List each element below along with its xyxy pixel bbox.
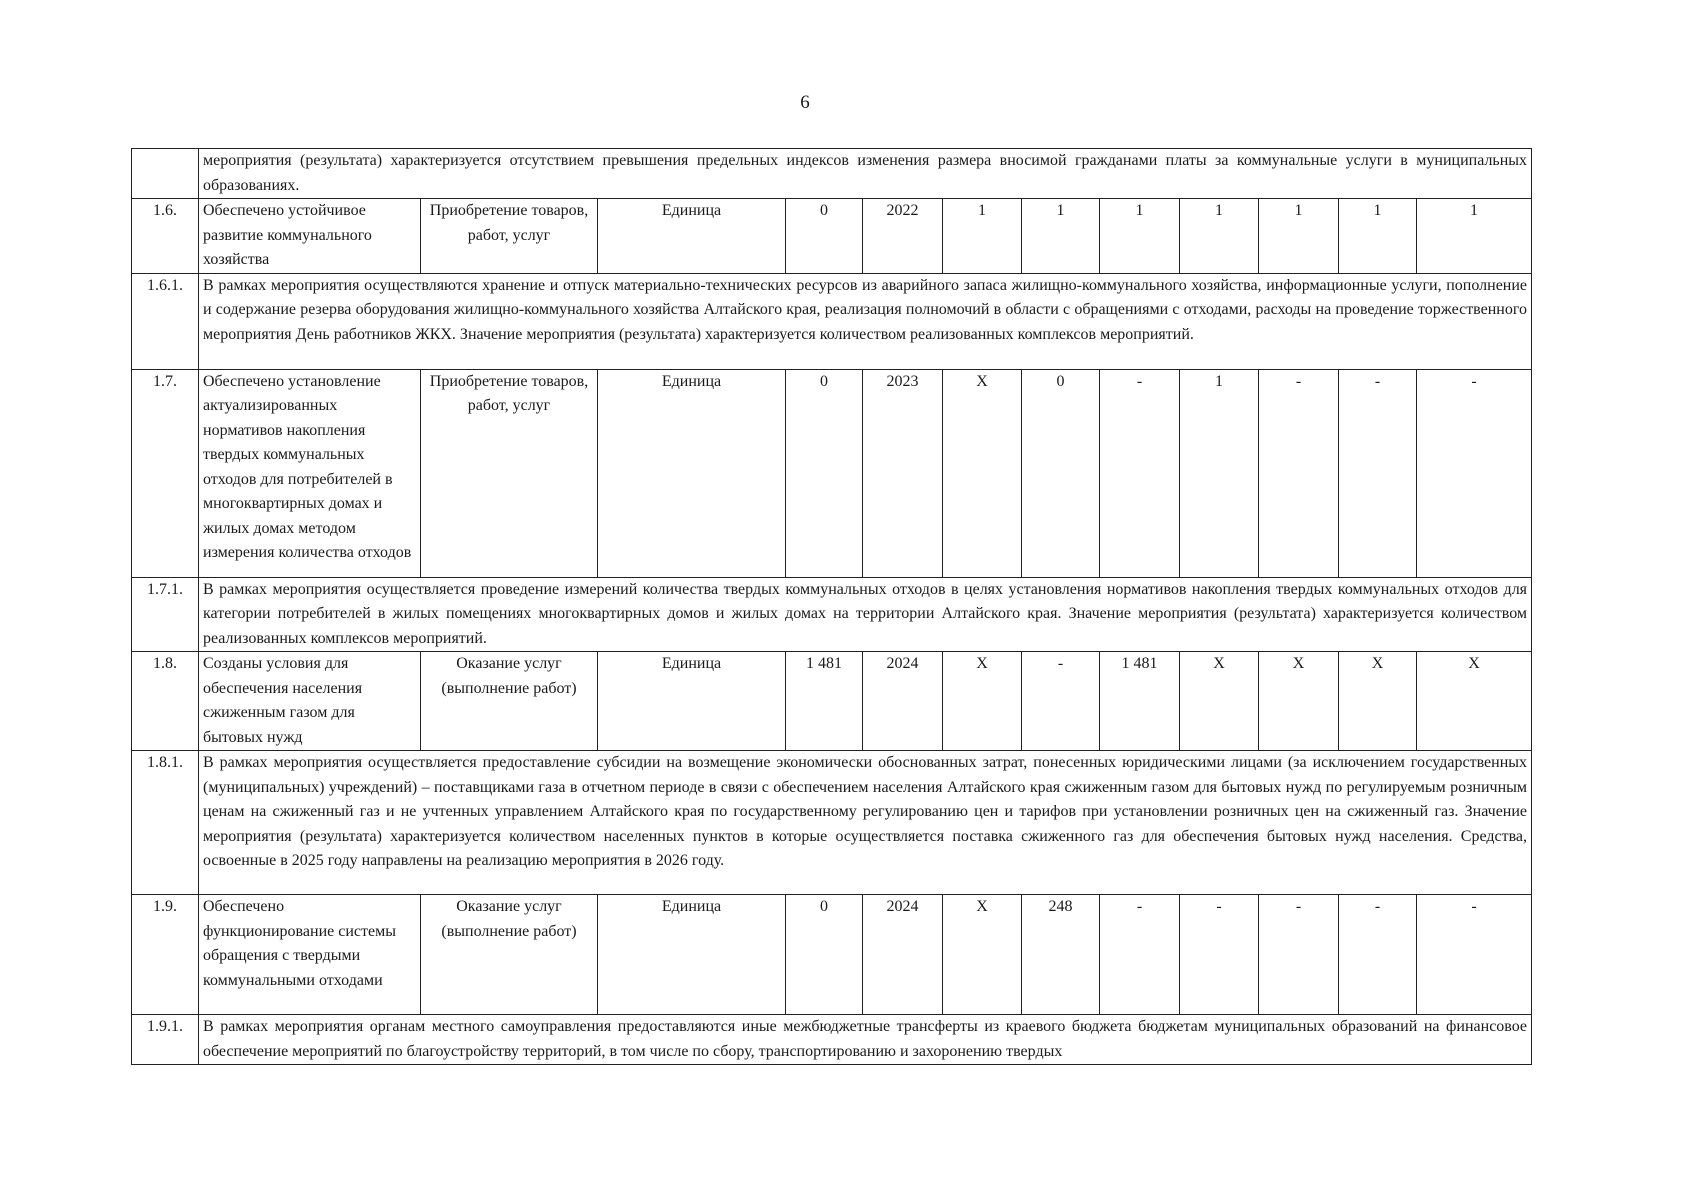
measure-name: Обеспечено устойчивое развитие коммунального хозяйства — [199, 199, 421, 274]
table-row-description — [132, 1015, 1532, 1065]
measure-type: Приобретение товаров, работ, услуг — [421, 199, 598, 274]
value-cell: - — [1417, 895, 1532, 1015]
value-cell: 1 — [1339, 199, 1417, 274]
table-row — [132, 895, 1532, 1015]
measures-table — [131, 148, 1532, 1065]
unit-cell: Единица — [598, 652, 786, 751]
value-cell: 1 — [1417, 199, 1532, 274]
value-cell: 1 — [1100, 199, 1180, 274]
base-value: 0 — [786, 369, 863, 577]
value-cell: - — [1339, 369, 1417, 577]
description-cell: В рамках мероприятия осуществляется предоставление субсидии на возмещение экономически обоснованных затрат, понесенных юридическими лицами (за исключением государственных (муниципальных) учреждений) – поставщиками газа в отчетном периоде в связи с обеспечением населения Алтайского края сжиженным газом для бытовых нужд по регулируемым розничным ценам на сжиженный газ и не учтенных управлением Алтайского края по государственному регулированию цен и тарифов при установлении розничных цен на сжиженный газ. Значение мероприятия (результата) характеризуется количеством населенных пунктов в которые осуществляется поставка сжиженного газ для обеспечения бытовых нужд населения. Средства, освоенные в 2025 году направлены на реализацию мероприятия в 2026 году. — [199, 751, 1532, 895]
measure-name: Созданы условия для обеспечения населения сжиженным газом для бытовых нужд — [199, 652, 421, 751]
table-row — [132, 652, 1532, 751]
value-cell: 1 — [943, 199, 1022, 274]
table-row-description — [132, 577, 1532, 652]
description-cell: мероприятия (результата) характеризуется отсутствием превышения предельных индексов изменения размера вносимой гражданами платы за коммунальные услуги в муниципальных образованиях. — [199, 149, 1532, 199]
base-value: 0 — [786, 895, 863, 1015]
value-cell: Х — [1180, 652, 1259, 751]
measure-type: Приобретение товаров, работ, услуг — [421, 369, 598, 577]
value-cell: 1 — [1259, 199, 1339, 274]
value-cell: Х — [1259, 652, 1339, 751]
value-cell: 1 481 — [1100, 652, 1180, 751]
row-number: 1.8. — [132, 652, 199, 751]
unit-cell: Единица — [598, 369, 786, 577]
table-row-description — [132, 273, 1532, 369]
value-cell: 248 — [1022, 895, 1100, 1015]
value-cell: - — [1100, 895, 1180, 1015]
value-cell: Х — [943, 652, 1022, 751]
base-value: 1 481 — [786, 652, 863, 751]
value-cell: - — [1100, 369, 1180, 577]
value-cell: - — [1259, 895, 1339, 1015]
value-cell: 1 — [1180, 199, 1259, 274]
measure-type: Оказание услуг (выполнение работ) — [421, 895, 598, 1015]
value-cell: - — [1022, 652, 1100, 751]
sub-row-number: 1.9.1. — [132, 1015, 199, 1065]
value-cell: Х — [943, 369, 1022, 577]
description-cell: В рамках мероприятия осуществляется проведение измерений количества твердых коммунальных отходов в целях установления нормативов накопления твердых коммунальных отходов для категории потребителей в жилых помещениях многоквартирных домов и жилых домах на территории Алтайского края. Значение мероприятия (результата) характеризуется количеством реализованных комплексов мероприятий. — [199, 577, 1532, 652]
base-year: 2024 — [863, 652, 943, 751]
sub-row-number: 1.7.1. — [132, 577, 199, 652]
value-cell: - — [1339, 895, 1417, 1015]
value-cell: Х — [943, 895, 1022, 1015]
page-number: 6 — [800, 92, 810, 113]
value-cell: - — [1417, 369, 1532, 577]
value-cell: Х — [1417, 652, 1532, 751]
base-year: 2023 — [863, 369, 943, 577]
unit-cell: Единица — [598, 895, 786, 1015]
sub-row-number: 1.6.1. — [132, 273, 199, 369]
measure-name: Обеспечено установление актуализированных нормативов накопления твердых коммунальных отходов для потребителей в многоквартирных домах и жилых домах методом измерения количества отходов — [199, 369, 421, 577]
table-row-fragment — [132, 149, 1532, 199]
base-year: 2022 — [863, 199, 943, 274]
base-year: 2024 — [863, 895, 943, 1015]
measure-name: Обеспечено функционирование системы обращения с твердыми коммунальными отходами — [199, 895, 421, 1015]
value-cell: Х — [1339, 652, 1417, 751]
table-row-description — [132, 751, 1532, 895]
value-cell: - — [1259, 369, 1339, 577]
table-row — [132, 369, 1532, 577]
value-cell: 1 — [1022, 199, 1100, 274]
sub-row-number: 1.8.1. — [132, 751, 199, 895]
row-number: 1.7. — [132, 369, 199, 577]
description-cell: В рамках мероприятия осуществляются хранение и отпуск материально-технических ресурсов из аварийного запаса жилищно-коммунального хозяйства, информационные услуги, пополнение и содержание резерва оборудования жилищно-коммунального хозяйства Алтайского края, реализация полномочий в области с обращениями с отходами, расходы на проведение торжественного мероприятия День работников ЖКХ. Значение мероприятия (результата) характеризуется количеством реализованных комплексов мероприятий. — [199, 273, 1532, 369]
measure-type: Оказание услуг (выполнение работ) — [421, 652, 598, 751]
row-number: 1.9. — [132, 895, 199, 1015]
row-number: 1.6. — [132, 199, 199, 274]
table-row — [132, 199, 1532, 274]
empty-num-cell — [132, 149, 199, 199]
unit-cell: Единица — [598, 199, 786, 274]
base-value: 0 — [786, 199, 863, 274]
value-cell: - — [1180, 895, 1259, 1015]
value-cell: 0 — [1022, 369, 1100, 577]
value-cell: 1 — [1180, 369, 1259, 577]
description-cell: В рамках мероприятия органам местного самоуправления предоставляются иные межбюджетные трансферты из краевого бюджета бюджетам муниципальных образований на финансовое обеспечение мероприятий по благоустройству территорий, в том числе по сбору, транспортированию и захоронению твердых — [199, 1015, 1532, 1065]
